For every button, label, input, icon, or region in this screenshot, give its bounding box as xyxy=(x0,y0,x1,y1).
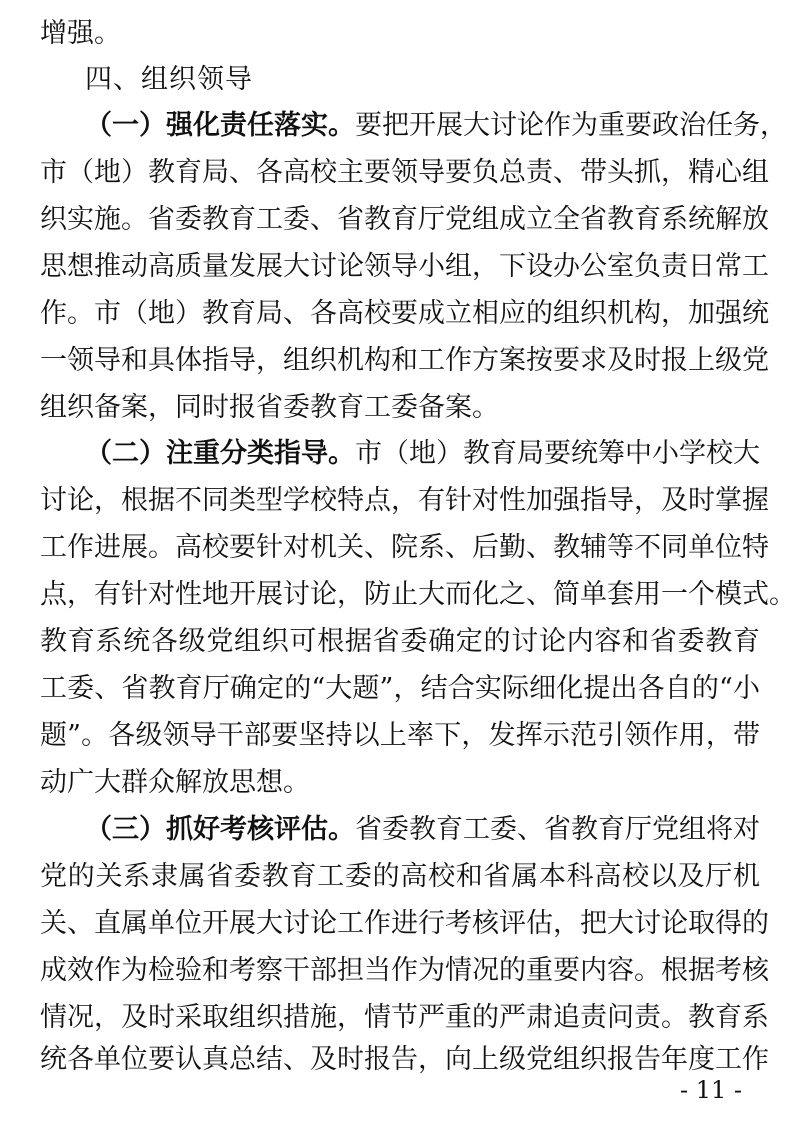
page-number: - 11 - xyxy=(680,1076,743,1104)
text-line: 工委、省教育厅确定的“大题”，结合实际细化提出各自的“小 xyxy=(40,673,760,704)
section-heading: 四、组织领导 xyxy=(85,64,253,95)
text-line: 作。市（地）教育局、各高校要成立相应的组织机构，加强统 xyxy=(40,298,769,329)
paragraph-1-text: 要把开展大讨论作为重要政治任务， xyxy=(355,110,787,141)
text-line: 工作进展。高校要针对机关、院系、后勤、教辅等不同单位特 xyxy=(40,532,769,563)
text-line: 关、直属单位开展大讨论工作进行考核评估，把大讨论取得的 xyxy=(40,908,769,939)
text-line: 织实施。省委教育工委、省教育厅党组成立全省教育系统解放 xyxy=(40,204,769,235)
text-line: 情况，及时采取组织措施，情节严重的严肃追责问责。教育系 xyxy=(40,1002,769,1033)
text-line: 成效作为检验和考察干部担当作为情况的重要内容。根据考核 xyxy=(40,955,769,986)
text-line: 思想推动高质量发展大讨论领导小组，下设办公室负责日常工 xyxy=(40,251,769,282)
text-line: 一领导和具体指导，组织机构和工作方案按要求及时报上级党 xyxy=(40,345,769,376)
text-line: 统各单位要认真总结、及时报告，向上级党组织报告年度工作 xyxy=(40,1044,769,1075)
text-line: 党的关系隶属省委教育工委的高校和省属本科高校以及厅机 xyxy=(40,861,760,892)
subheading-1: （一）强化责任落实。 xyxy=(85,110,355,141)
text-line: 组织备案，同时报省委教育工委备案。 xyxy=(40,392,499,423)
paragraph-3-text: 省委教育工委、省教育厅党组将对 xyxy=(355,814,760,845)
paragraph-2-text: 市（地）教育局要统筹中小学校大 xyxy=(355,438,760,469)
text-line: 点，有针对性地开展讨论，防止大而化之、简单套用一个模式。 xyxy=(40,579,796,610)
paragraph-3-line xyxy=(85,808,760,852)
text-line: 动广大群众解放思想。 xyxy=(40,767,310,798)
text-line: 市（地）教育局、各高校主要领导要负总责、带头抓，精心组 xyxy=(40,157,769,188)
paragraph-1-line xyxy=(85,104,787,148)
text-line: 题”。各级领导干部要坚持以上率下，发挥示范引领作用，带 xyxy=(40,720,760,751)
text-line: 增强。 xyxy=(40,18,121,49)
subheading-3: （三）抓好考核评估。 xyxy=(85,814,355,845)
paragraph-2-line xyxy=(85,432,760,476)
text-line: 教育系统各级党组织可根据省委确定的讨论内容和省委教育 xyxy=(40,626,760,657)
subheading-2: （二）注重分类指导。 xyxy=(85,438,355,469)
text-line: 讨论，根据不同类型学校特点，有针对性加强指导，及时掌握 xyxy=(40,485,769,516)
